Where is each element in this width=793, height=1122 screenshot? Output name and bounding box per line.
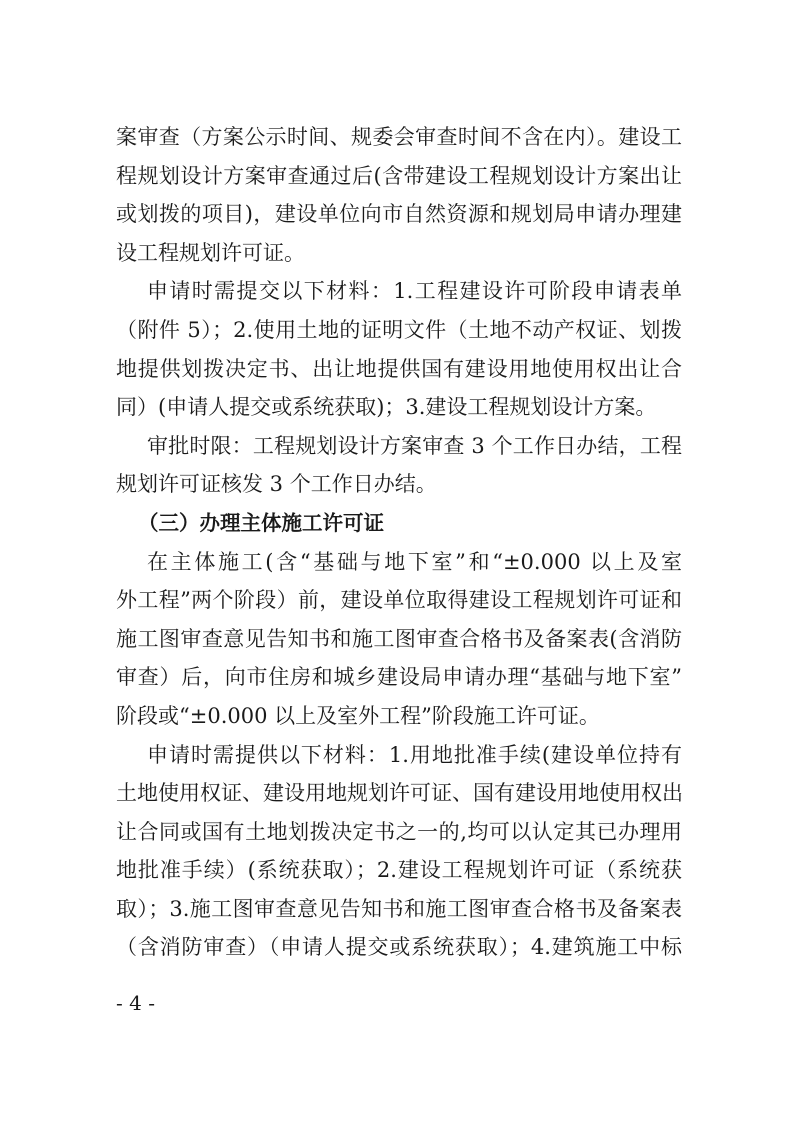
text-line: 或划拨的项目)，建设单位向市自然资源和规划局申请办理建	[116, 202, 682, 227]
text-line: 地批准手续）(系统获取）；2.建设工程规划许可证（系统获	[116, 858, 682, 883]
text-line: （附件 5）；2.使用土地的证明文件（土地不动产权证、划拨	[116, 317, 682, 342]
text-line: （含消防审查）（申请人提交或系统获取）；4.建筑施工中标	[116, 935, 682, 960]
text-line: 在主体施工(含“基础与地下室”和“±0.000 以上及室	[147, 549, 682, 574]
text-line: 同）(申请人提交或系统获取)；3.建设工程规划设计方案。	[116, 395, 657, 420]
text-line: 申请时需提供以下材料：1.用地批准手续(建设单位持有	[147, 742, 682, 767]
text-line: 申请时需提交以下材料：1.工程建设许可阶段申请表单	[147, 279, 682, 304]
text-line: 外工程”两个阶段）前，建设单位取得建设工程规划许可证和	[116, 588, 682, 613]
text-line: 设工程规划许可证。	[116, 240, 305, 265]
text-line: 让合同或国有土地划拨决定书之一的,均可以认定其已办理用	[116, 819, 682, 844]
section-heading: （三）办理主体施工许可证	[138, 510, 384, 535]
page-number: - 4 -	[116, 991, 155, 1015]
text-line: 审查）后，向市住房和城乡建设局申请办理“基础与地下室”	[116, 665, 682, 690]
text-line: 程规划设计方案审查通过后(含带建设工程规划设计方案出让	[116, 163, 682, 188]
text-line: 规划许可证核发 3 个工作日办结。	[116, 472, 437, 497]
document-body	[116, 118, 682, 967]
text-line: 土地使用权证、建设用地规划许可证、国有建设用地使用权出	[116, 781, 683, 806]
text-line: 施工图审查意见告知书和施工图审查合格书及备案表(含消防	[116, 626, 682, 651]
text-line: 取）；3.施工图审查意见告知书和施工图审查合格书及备案表	[116, 896, 682, 921]
text-line: 审批时限：工程规划设计方案审查 3 个工作日办结，工程	[147, 433, 682, 458]
text-line: 阶段或“±0.000 以上及室外工程”阶段施工许可证。	[116, 703, 600, 728]
text-line: 案审查（方案公示时间、规委会审查时间不含在内）。建设工	[116, 125, 682, 149]
text-line: 地提供划拨决定书、出让地提供国有建设用地使用权出让合	[116, 356, 682, 381]
